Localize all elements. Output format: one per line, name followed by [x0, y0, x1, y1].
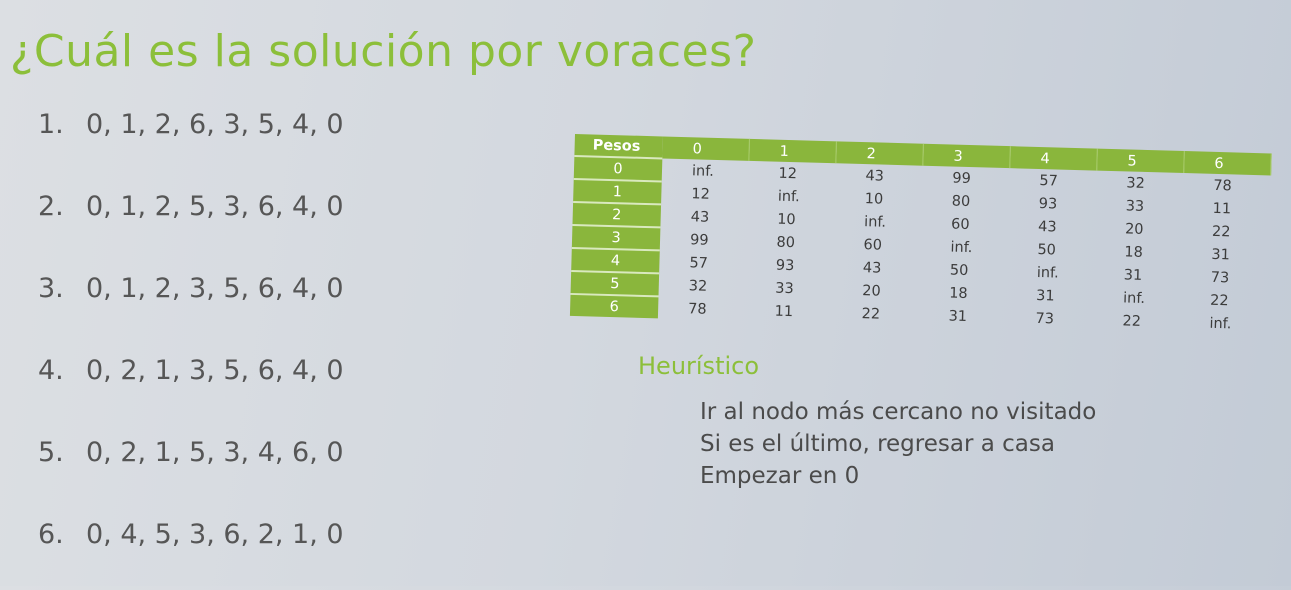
table-cell: 10: [776, 211, 796, 229]
option-number: 1.: [38, 109, 64, 140]
table-cell: 20: [862, 283, 881, 300]
table-cell: 22: [1209, 292, 1229, 310]
table-cell: 32: [688, 278, 708, 295]
row-header: 1: [573, 179, 662, 204]
option-number: 6.: [38, 519, 64, 550]
heuristic-rule: Si es el último, regresar a casa: [700, 431, 1055, 457]
column-header: 1: [749, 139, 837, 163]
answer-options-list: [38, 98, 344, 590]
table-cell: inf.: [1209, 315, 1232, 332]
row-header: 0: [574, 156, 663, 181]
table-cell: 73: [1035, 310, 1055, 327]
table-cell: 60: [863, 237, 883, 254]
answer-option: [38, 180, 344, 262]
table-cell: 57: [689, 255, 709, 272]
table-cell: inf.: [950, 239, 973, 257]
option-sequence: 0, 1, 2, 5, 3, 6, 4, 0: [86, 191, 344, 222]
answer-option: [38, 508, 344, 590]
table-cell: 31: [1123, 267, 1143, 284]
table-cell: 57: [1039, 172, 1059, 190]
table-cell: 78: [687, 300, 707, 318]
table-cell: 18: [1124, 244, 1144, 261]
heuristic-title: Heurístico: [638, 352, 760, 380]
heuristic-rules: [700, 396, 1096, 492]
table-cell: 50: [949, 262, 969, 280]
weights-table: [570, 134, 1272, 335]
heuristic-rule: Ir al nodo más cercano no visitado: [700, 399, 1097, 425]
option-sequence: 0, 4, 5, 3, 6, 2, 1, 0: [86, 519, 344, 550]
table-cell: 93: [775, 257, 795, 275]
table-cell: 31: [1211, 246, 1231, 264]
option-sequence: 0, 1, 2, 6, 3, 5, 4, 0: [86, 109, 344, 140]
column-header: 2: [836, 141, 924, 165]
table-cell: 31: [948, 308, 968, 325]
answer-option: [38, 344, 344, 426]
table-cell: 31: [1035, 287, 1055, 305]
option-number: 2.: [38, 191, 64, 222]
column-header: 3: [923, 144, 1011, 168]
table-cell: 80: [776, 234, 796, 252]
row-header: 4: [571, 248, 660, 273]
column-header: 6: [1184, 151, 1272, 175]
answer-option: [38, 262, 344, 344]
weights-table-container: [570, 134, 1272, 335]
row-header: 3: [572, 225, 661, 250]
option-number: 4.: [38, 355, 64, 386]
table-cell: 22: [861, 305, 881, 323]
table-cell: inf.: [1122, 290, 1146, 307]
table-cell: 99: [952, 170, 972, 188]
table-corner-label: Pesos: [574, 134, 663, 158]
table-cell: 93: [1038, 195, 1058, 213]
table-cell: 22: [1211, 223, 1231, 241]
table-cell: 18: [948, 285, 968, 303]
table-cell: inf.: [777, 188, 800, 206]
option-number: 3.: [38, 273, 64, 304]
table-cell: 20: [1124, 221, 1144, 238]
table-cell: 73: [1210, 269, 1230, 287]
option-sequence: 0, 2, 1, 5, 3, 4, 6, 0: [86, 437, 344, 468]
table-cell: 50: [1037, 241, 1057, 259]
table-cell: 80: [951, 193, 971, 211]
answer-option: [38, 426, 344, 508]
column-header: 0: [662, 136, 749, 160]
option-number: 5.: [38, 437, 64, 468]
table-cell: inf.: [863, 214, 887, 231]
table-cell: 60: [950, 216, 970, 234]
table-cell: 99: [689, 232, 709, 249]
table-cell: 43: [1037, 218, 1057, 236]
table-cell: 11: [1212, 200, 1232, 218]
table-cell: 33: [1125, 198, 1145, 215]
row-header: 2: [572, 202, 661, 227]
table-cell: 11: [774, 303, 794, 320]
answer-option: [38, 98, 344, 180]
table-cell: inf.: [1036, 264, 1059, 282]
table-cell: 10: [864, 191, 884, 208]
slide-title: ¿Cuál es la solución por voraces?: [10, 26, 757, 77]
row-header: 6: [570, 294, 659, 318]
column-header: 5: [1097, 149, 1185, 173]
table-cell: 12: [778, 165, 798, 183]
table-cell: 12: [691, 186, 711, 203]
heuristic-rule: Empezar en 0: [700, 463, 860, 489]
table-cell: 43: [690, 209, 710, 226]
table-cell: 32: [1126, 175, 1146, 192]
option-sequence: 0, 1, 2, 3, 5, 6, 4, 0: [86, 273, 344, 304]
table-cell: 22: [1122, 312, 1142, 330]
column-header: 4: [1010, 146, 1098, 170]
option-sequence: 0, 2, 1, 3, 5, 6, 4, 0: [86, 355, 344, 386]
table-cell: 43: [865, 168, 885, 185]
table-cell: 43: [862, 260, 882, 277]
table-cell: inf.: [691, 163, 715, 180]
table-cell: 78: [1213, 177, 1232, 195]
table-cell: 33: [775, 280, 794, 298]
row-header: 5: [571, 271, 660, 296]
